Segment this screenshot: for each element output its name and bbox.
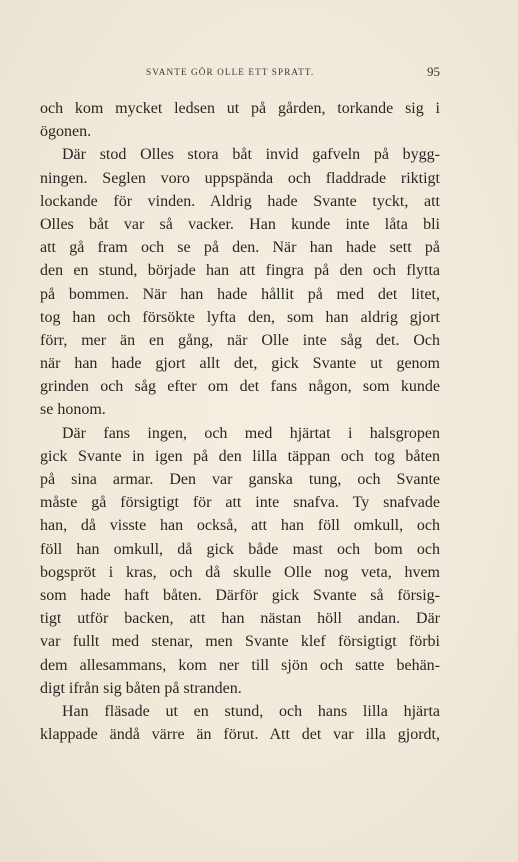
text-line: och kom mycket ledsen ut på gården, torkande sig i — [40, 100, 440, 117]
text-line: Där stod Olles stora båt invid gafveln på bygg- — [62, 146, 440, 164]
text-line: var fullt med stenar, men Svante klef försigtigt förbi — [40, 633, 440, 651]
text-line: dem allesammans, kom ner till sjön och satte behän- — [40, 656, 440, 674]
text-line: bogspröt i kras, och då skulle Olle nog veta, hvem — [40, 563, 440, 581]
text-line: Olles båt var så vacker. Han kunde inte låta bli — [40, 215, 440, 233]
text-line: grinden och såg efter om det fans någon, som kunde — [40, 378, 440, 396]
running-title: SVANTE GÖR OLLE ETT SPRATT. — [146, 67, 315, 77]
text-line: ögonen. — [40, 123, 92, 141]
text-line: se honom. — [40, 401, 106, 419]
text-line: Han fläsade ut en stund, och hans lilla hjärta — [62, 702, 440, 720]
page-number: 95 — [427, 64, 440, 79]
text-line: lockande för vinden. Aldrig hade Svante tyckt, att — [40, 192, 440, 210]
body-text — [40, 97, 440, 746]
text-line: gick Svante in igen på den lilla täppan och tog båten — [40, 447, 440, 465]
text-line: tog han och försökte lyfta den, som han aldrig gjort — [40, 308, 440, 326]
text-line: klappade ändå värre än förut. Att det var illa gjordt, — [40, 726, 440, 744]
text-line: den en stund, började han att fingra på den och flytta — [40, 262, 440, 280]
text-line: att gå fram och se på den. När han hade sett på — [40, 239, 440, 257]
text-line: digt ifrån sig båten på stranden. — [40, 679, 242, 697]
text-line: föll han omkull, då gick både mast och bom och — [40, 540, 440, 558]
text-line: förr, mer än en gång, när Olle inte såg det. Och — [40, 331, 440, 349]
text-line: när han hade gjort allt det, gick Svante ut genom — [40, 355, 440, 373]
text-line: tigt utför backen, att han nästan höll andan. Där — [40, 610, 440, 628]
text-line: måste gå försigtigt för att inte snafva. Ty snafvade — [40, 494, 440, 512]
text-line: ningen. Seglen voro uppspända och fladdrade riktigt — [40, 169, 440, 187]
page-header — [40, 64, 440, 84]
text-line: på sina armar. Den var ganska tung, och Svante — [40, 471, 440, 488]
text-line: han, då visste han också, att han föll omkull, och — [40, 517, 440, 535]
text-line: på bommen. När han hade hållit på med det litet, — [40, 285, 440, 303]
text-line: Där fans ingen, och med hjärtat i halsgropen — [62, 424, 440, 442]
text-line: som hade haft båten. Därför gick Svante så försig- — [40, 586, 440, 604]
